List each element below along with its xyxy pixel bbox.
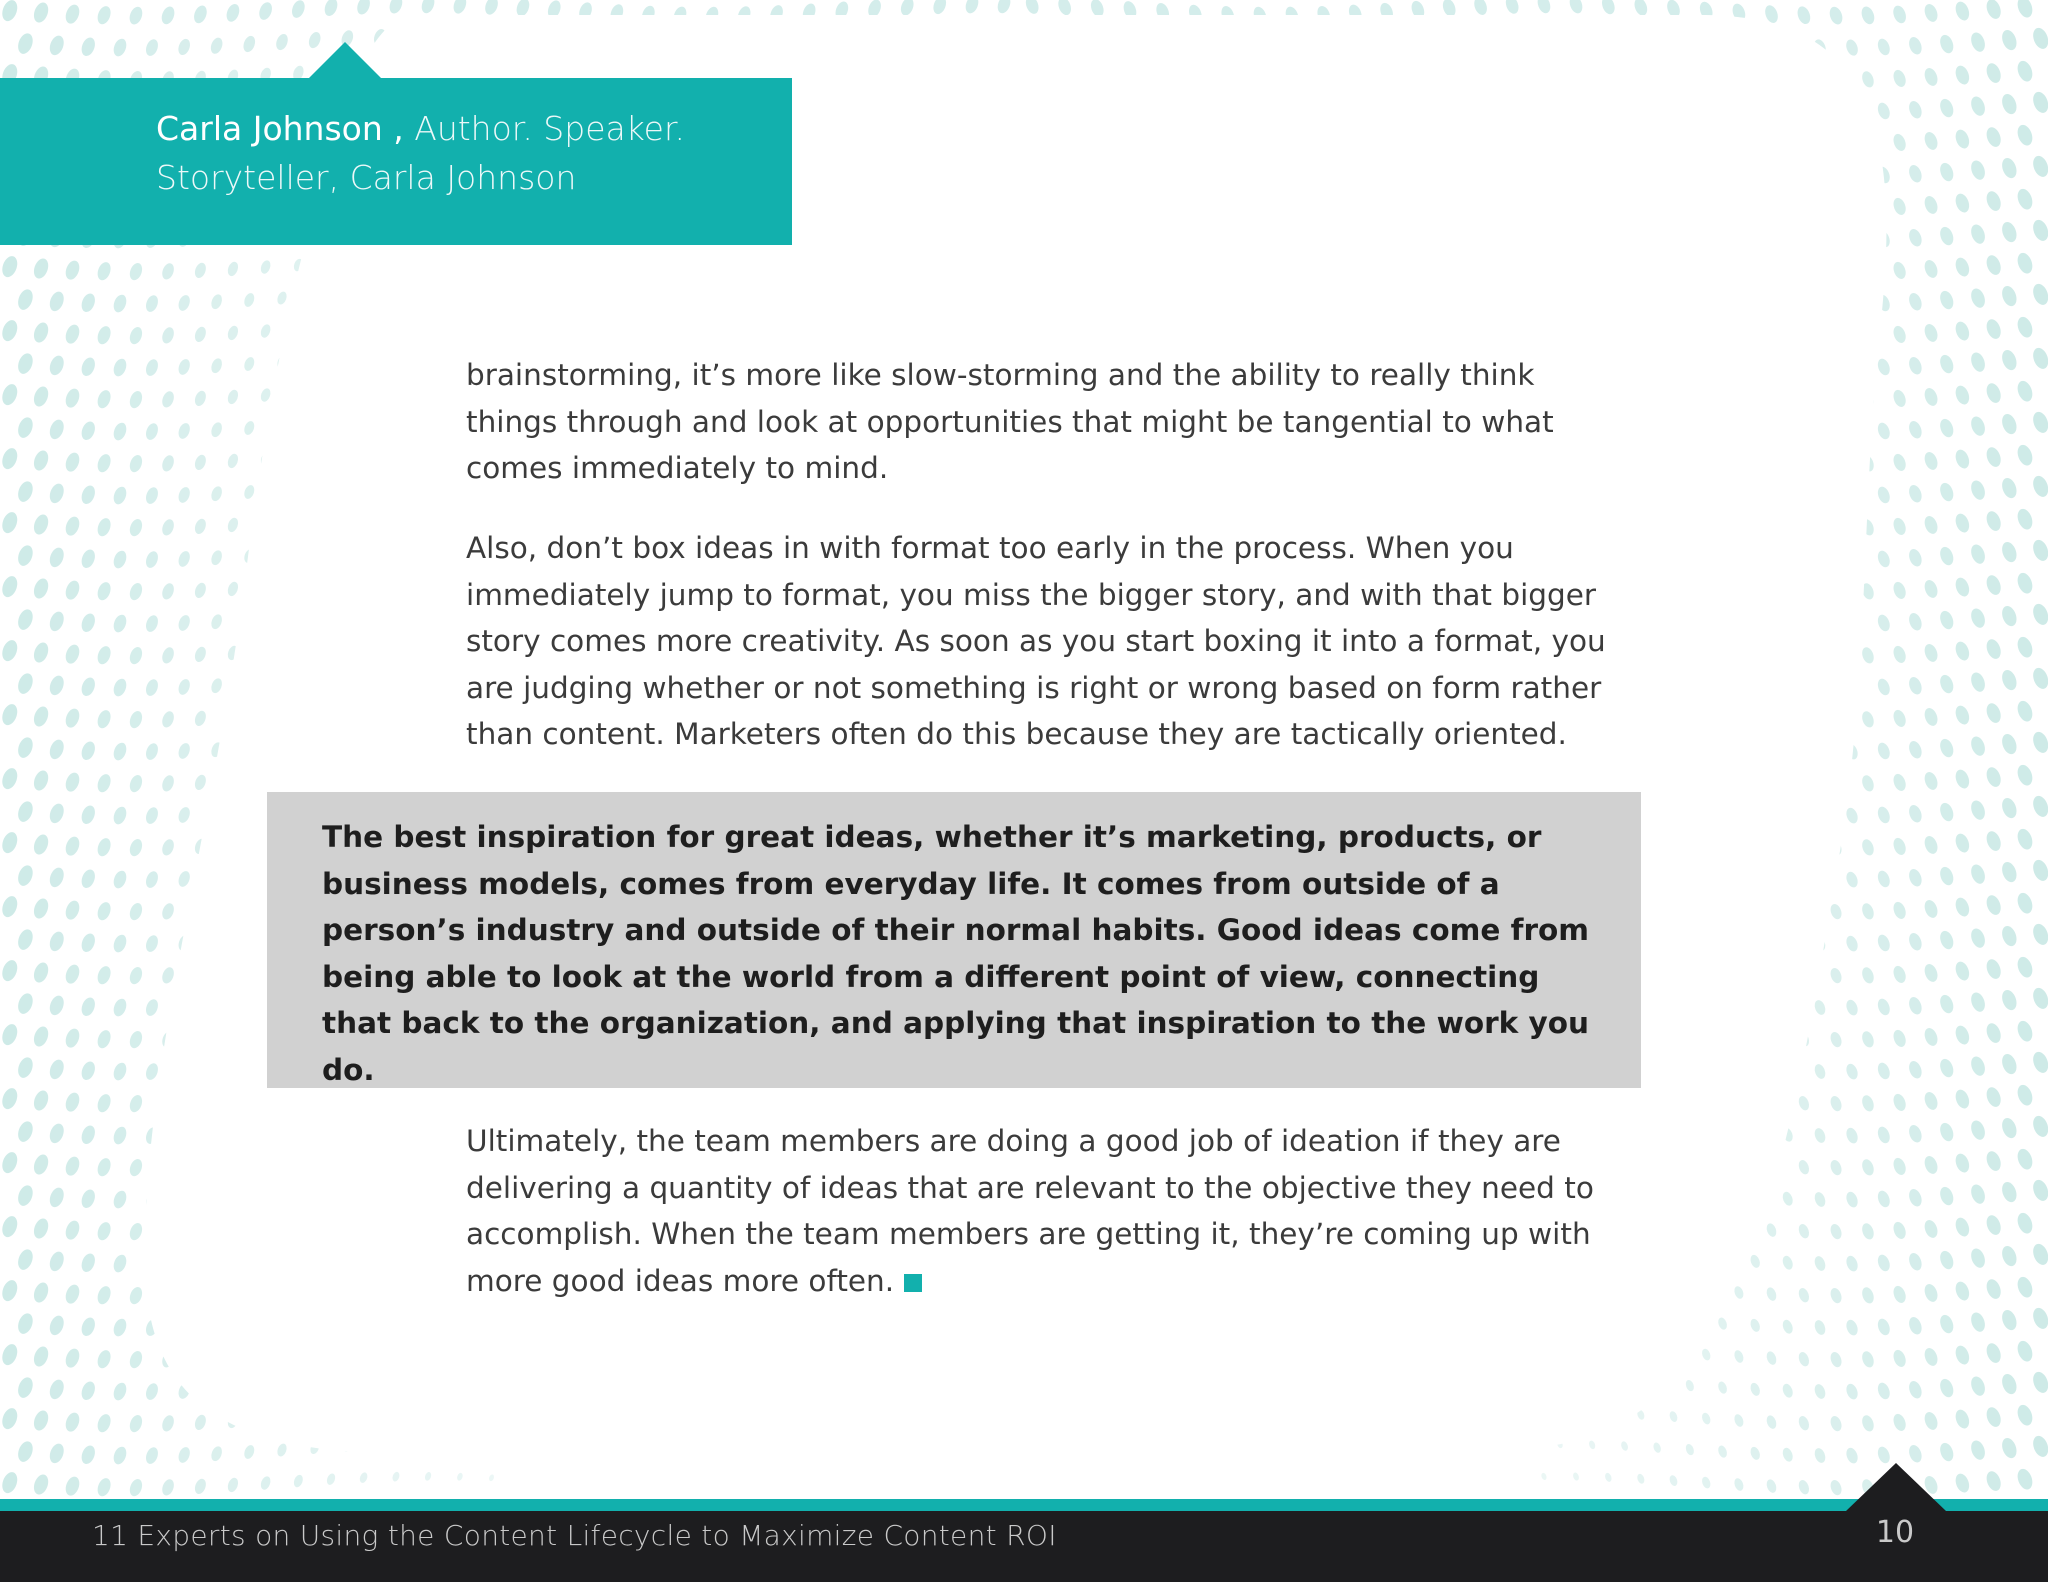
- banner-pointer: [308, 42, 382, 79]
- footer-pointer: [1846, 1463, 1946, 1511]
- pull-quote-text: The best inspiration for great ideas, whether it’s marketing, products, or business models, comes from everyday life. It comes from outside of a person’s industry and outside of their normal habits. Good ideas come from being able to look at the world from a different point of view, connecting that back to the organization, and applying that inspiration to the work you do.: [322, 820, 1590, 1087]
- author-name: Carla Johnson: [156, 109, 383, 148]
- footer-accent-line: [0, 1499, 2048, 1511]
- end-of-article-square-icon: [904, 1274, 922, 1292]
- body-paragraph-3: [466, 1118, 1606, 1304]
- body-paragraph-2: Also, don’t box ideas in with format too early in the process. When you immediately jump to format, you miss the bigger story, and with that bigger story comes more creativity. As soon as you start boxing it into a format, you are judging whether or not something is right or wrong based on form rather than content. Marketers often do this because they are tactically oriented.: [466, 531, 1606, 751]
- body-paragraph-1: brainstorming, it’s more like slow-storming and the ability to really think things through and look at opportunities that might be tangential to what comes immediately to mind.: [466, 358, 1554, 485]
- document-title: 11 Experts on Using the Content Lifecycle to Maximize Content ROI: [92, 1519, 1057, 1552]
- pull-quote-box: [267, 792, 1641, 1088]
- author-separator: ,: [382, 109, 404, 148]
- body-paragraph-3-text: Ultimately, the team members are doing a good job of ideation if they are delivering a quantity of ideas that are relevant to the objective they need to accomplish. When the team members are getting it, they’re coming up with more good ideas more often.: [466, 1124, 1594, 1298]
- author-attribution: [156, 104, 756, 202]
- page-number: 10: [1875, 1515, 1915, 1550]
- author-role: Author. Speaker. Storyteller, Carla Johnson: [156, 109, 685, 197]
